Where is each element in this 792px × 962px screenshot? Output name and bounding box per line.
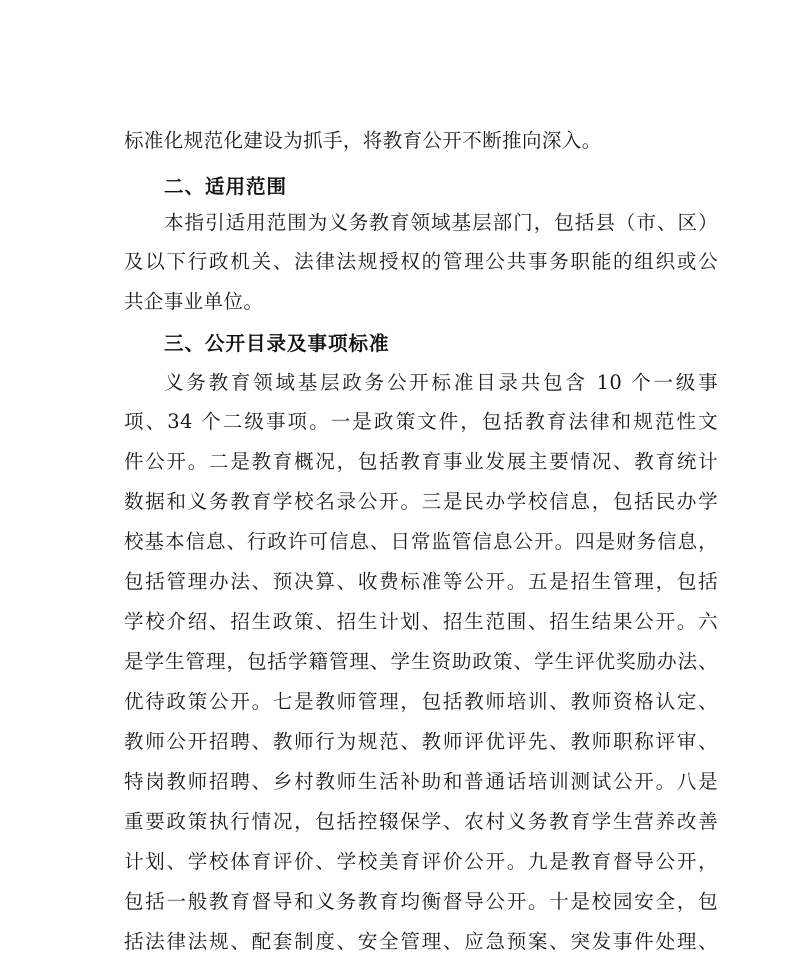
body-text-line: 校基本信息、行政许可信息、日常监管信息公开。四是财务信息， [124,530,718,553]
body-text-line: 标准化规范化建设为抓手，将教育公开不断推向深入。 [124,129,602,152]
body-text-line: 包括一般教育督导和义务教育均衡督导公开。十是校园安全，包 [124,890,718,913]
body-text-line: 项、34 个二级事项。一是政策文件，包括教育法律和规范性文 [124,410,718,433]
body-text-line: 优待政策公开。七是教师管理，包括教师培训、教师资格认定、 [124,690,718,713]
body-text-line: 及以下行政机关、法律法规授权的管理公共事务职能的组织或公 [124,250,718,273]
body-text-line: 件公开。二是教育概况，包括教育事业发展主要情况、教育统计 [124,450,718,473]
body-text-line: 本指引适用范围为义务教育领域基层部门，包括县（市、区） [164,211,718,234]
body-text-line: 括法律法规、配套制度、安全管理、应急预案、突发事件处理、 [124,930,718,953]
section-heading: 三、公开目录及事项标准 [164,332,390,355]
body-text-line: 计划、学校体育评价、学校美育评价公开。九是教育督导公开， [124,850,718,873]
body-text-line: 教师公开招聘、教师行为规范、教师评优评先、教师职称评审、 [124,730,718,753]
body-text-line: 重要政策执行情况，包括控辍保学、农村义务教育学生营养改善 [124,810,718,833]
body-text-line: 是学生管理，包括学籍管理、学生资助政策、学生评优奖励办法、 [124,650,718,673]
body-text-line: 共企事业单位。 [124,290,264,313]
section-heading: 二、适用范围 [164,175,288,198]
body-text-line: 数据和义务教育学校名录公开。三是民办学校信息，包括民办学 [124,490,718,513]
body-text-line: 包括管理办法、预决算、收费标准等公开。五是招生管理，包括 [124,570,718,593]
body-text-line: 义务教育领域基层政务公开标准目录共包含 10 个一级事 [164,371,718,394]
body-text-line: 学校介绍、招生政策、招生计划、招生范围、招生结果公开。六 [124,610,718,633]
body-text-line: 特岗教师招聘、乡村教师生活补助和普通话培训测试公开。八是 [124,770,718,793]
